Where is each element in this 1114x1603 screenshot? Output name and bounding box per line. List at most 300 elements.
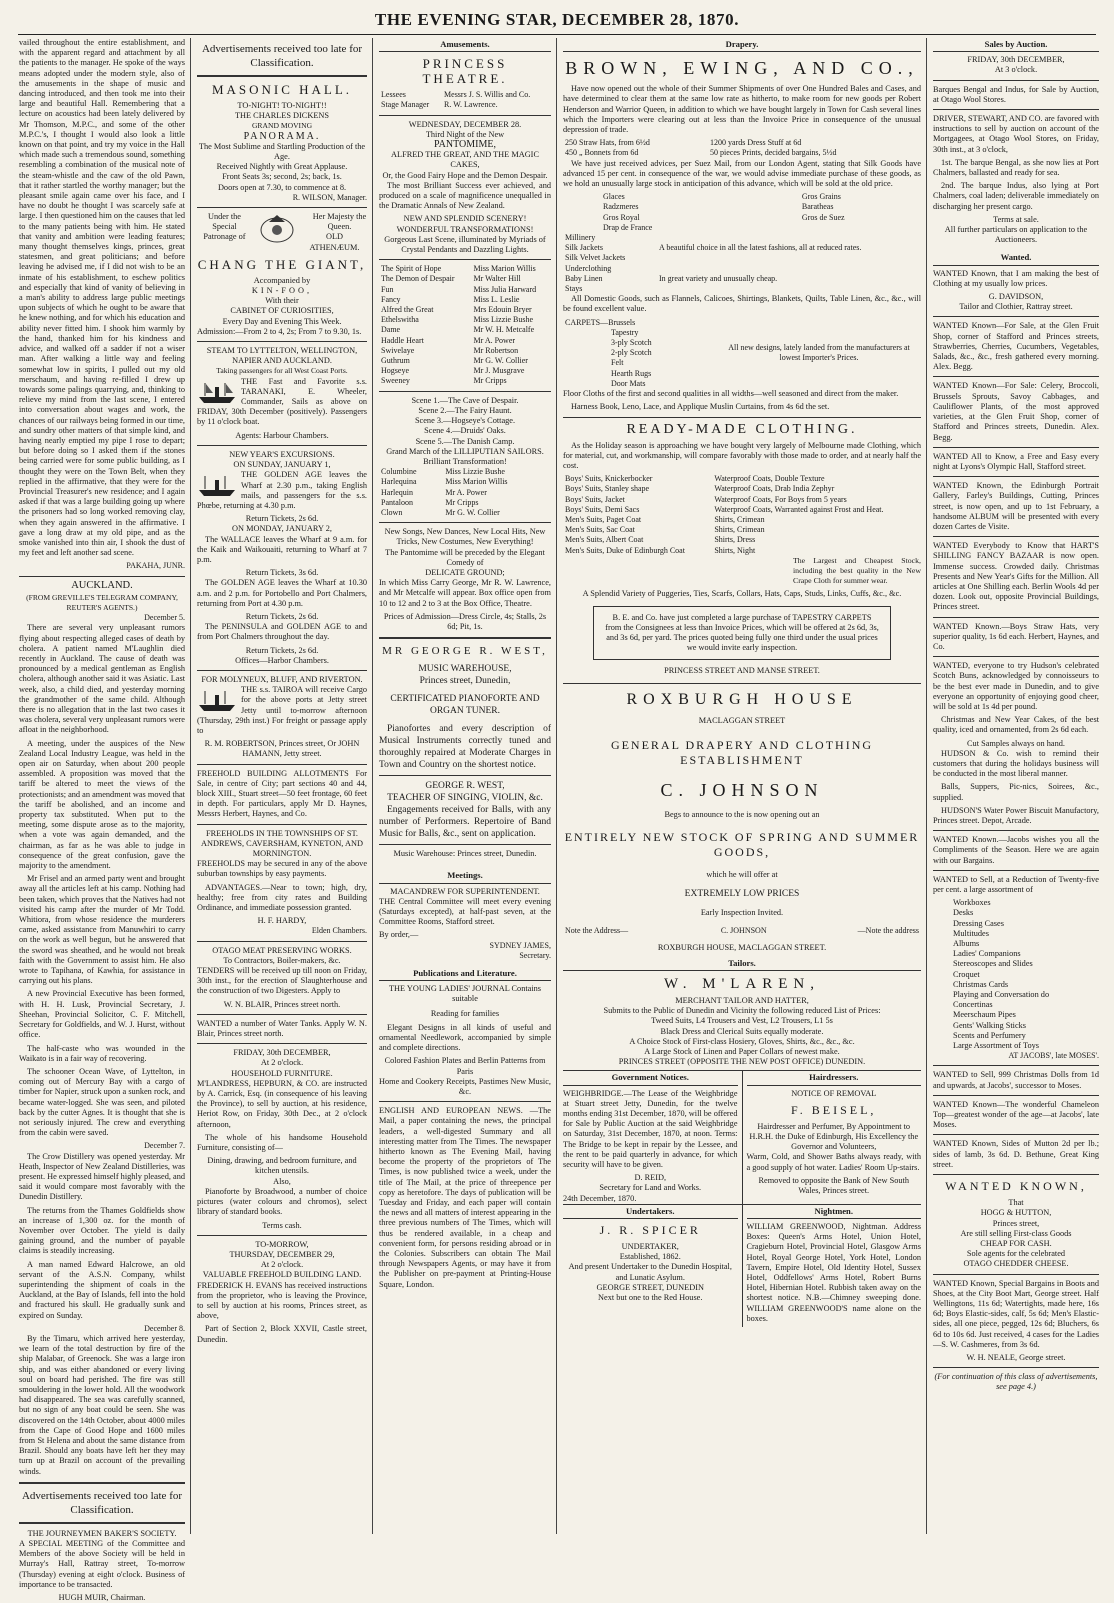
jacobs-2: WANTED to Sell, at a Reduction of Twenty-five per cent. a large assortment of: [933, 874, 1099, 895]
music-wh-2: Music Warehouse: Princes street, Dunedin.: [393, 849, 537, 859]
hats-right: 1200 yards Dress Stuff at 6d: [710, 138, 802, 148]
shirts-note: The Largest and Cheapest Stock, including the best quality in the New Crape Cloth for summer wear.: [793, 555, 921, 586]
divider: [197, 1235, 367, 1236]
actor: Mrs Edouin Bryer: [473, 305, 532, 315]
role: Harlequin: [381, 487, 413, 497]
steam-heading: STEAM TO LYTTELTON, WELLINGTON, NAPIER AND AUCKLAND.: [206, 346, 358, 366]
holiday: As the Holiday season is approaching we have bought very largely of Melbourne made Clothing, which for material, cut, and workmanship, will compare favorably with those made to order, and at nearly half the cost.: [563, 440, 921, 470]
princes-street: Princes street,: [992, 1218, 1040, 1228]
roxburgh-title: ROXBURGH HOUSE: [626, 690, 858, 708]
george-st: GEORGE STREET, DUNEDIN: [596, 1282, 704, 1292]
actor: Miss Lizzie Bushe: [445, 467, 505, 477]
greenwood: WILLIAM GREENWOOD, Nightman. Address Boxes: Queen's Arms Hotel, Union Hotel, Cragieburn Hotel, Provincial Hotel, Glasgow Arms Hotel, Royal George Hotel, York Hotel, London Tavern, Empire Hotel, Old Identity Hotel, Sussex Hotel, Oddfellows' Arms Hotel, Robert Burns Hotel, Hibernian Hotel. Rubbish taken away on the shortest notice. N.B.—Chimney sweeping done. WILLIAM GREENWOOD'S name alone on the boxes.: [746, 1222, 921, 1323]
lessees-value: Messrs J. S. Willis and Co.: [444, 90, 531, 100]
role: Harlequina: [381, 477, 417, 487]
maclaggan: MACLAGGAN STREET: [698, 715, 786, 725]
wanted-ad: WANTED Known, the Edinburgh Portrait Gallery, Farley's Buildings, Cutting, Princes street, is now open, and up to 1st February, a handsome ALBUM will be presented with every dozen Cartes de Visite.: [933, 481, 1099, 531]
actor: Mr A. Power: [473, 335, 516, 345]
news-paragraph: The schooner Ocean Wave, of Lyttelton, in coming out of Mercury Bay with a cargo of timber for Napier, struck upon a sunken rock, and became water-logged. She was seen, and piloted back by the cutter Agnes. It is thought that she is not seriously injured. The crew and everything from the cabin were saved.: [19, 1066, 185, 1138]
divider: [19, 576, 185, 577]
masonic-title: MASONIC HALL.: [211, 82, 353, 97]
role: Haddle Heart: [381, 335, 424, 345]
peninsula: The PENINSULA and GOLDEN AGE to and from Port Chalmers throughout the day.: [197, 622, 367, 642]
divider: [933, 316, 1099, 317]
doors: Doors open at 7.30, to commence at 8.: [217, 182, 347, 192]
divider: [933, 617, 1099, 618]
divider: [379, 259, 551, 260]
silk-item: Gros de Suez: [801, 212, 845, 222]
note-address: [563, 926, 921, 936]
wanted-ad: WANTED Known—For Sale, at the Glen Fruit Shop, corner of Stafford and Princes streets, Strawberries, Cherries, Cucumbers, Vegetables, Salads, &c., &c., fresh gathered every morning. Alex. Begg.: [933, 321, 1099, 372]
mlandress: M'LANDRESS, HEPBURN, & CO. are instructed by A. Carrick, Esq. (in consequence of his leaving the Province), to sell by auction, at his residence, Heriot Row, on Friday, 30th Dec., at 2 o'clock afternoon,: [197, 1078, 367, 1129]
spicer: J. R. SPICER: [599, 1223, 701, 1238]
taranaki: THE Fast and Favorite s.s. TARANAKI, E. Wheeler, Commander, Sails as above on FRIDAY, 30th December (positively). Passengers by 11 o'clock boat.: [197, 376, 367, 427]
tenders: TENDERS will be received up till noon on Friday, 30th inst., for the erection of Slaughterhouse and the construction of two Digesters. Apply to: [197, 966, 367, 996]
wallace: The WALLACE leaves the Wharf at 9 a.m. for the Kaik and Waikouaiti, returning to Wharf at 7 p.m.: [197, 534, 367, 564]
actor: Mr Cripps: [473, 376, 507, 386]
assort-item: Scents and Perfumery: [953, 1030, 1026, 1040]
part: Part of Section 2, Block XXVII, Castle street, Dunedin.: [197, 1324, 367, 1344]
received: Received Nightly with Great Applause.: [216, 162, 348, 172]
role: Dame: [381, 325, 401, 335]
terms-sale: Terms at sale.: [993, 214, 1039, 224]
accompanied: Accompanied by: [253, 275, 311, 285]
cast-list: [379, 264, 551, 386]
reid: D. REID,: [634, 1173, 667, 1183]
dining: Dining, drawing, and bedroom furniture, and kitchen utensils.: [207, 1156, 357, 1176]
news-paragraph: Mr Frisel and an armed party went and brought away all the articles left at his camp. Nothing had been taken, which proves that the Natives had not visited his camp after the murder of Mr Todd. Whitiora, from whose residence the murderers came, asked assistance from Manuwhiri to carry on the work as well begun, but he answered that the sword was sheathed, and he would not break faith with the Government to assist him. He also wrote to Tapihana, of Kawhia, for assistance in carrying out his plans.: [19, 874, 185, 986]
freeholds-text: FREEHOLDS may be secured in any of the above suburban townships by easy payments.: [197, 859, 367, 879]
divider: [933, 870, 1099, 871]
actor: Miss Marion Willis: [473, 264, 536, 274]
suit-item: Men's Suits, Sac Coat: [565, 525, 635, 535]
panorama-desc: The Most Sublime and Startling Production of the Age.: [198, 141, 366, 162]
davidson-title: Tailor and Clothier, Rattray street.: [959, 302, 1073, 312]
return-tickets: Return Tickets, 3s 6d.: [245, 568, 319, 578]
role: Fun: [381, 284, 394, 294]
wanted-known-title: WANTED KNOWN,: [945, 1179, 1087, 1194]
drapery-header: Drapery.: [563, 38, 921, 52]
warm: Warm, Cold, and Shower Baths always ready, with a good supply of hot water. Ladies' Room Up-stairs.: [746, 1152, 921, 1172]
hair-header: Hairdressers.: [747, 1071, 922, 1085]
assort-item: Desks: [953, 908, 974, 918]
monday: ON MONDAY, JANUARY 2,: [232, 524, 332, 534]
at-2: At 2 o'clock.: [260, 1058, 304, 1068]
princess-title: PRINCESS THEATRE.: [422, 56, 508, 87]
wanted-tanks: WANTED a number of Water Tanks. Apply W. N. Blair, Princes street north.: [197, 1018, 367, 1039]
grand-moving: GRAND MOVING: [251, 121, 313, 131]
stage-label: Stage Manager: [381, 100, 430, 110]
news-paragraph: The Crow Distillery was opened yesterday. Mr Heath, Inspector of New Zealand Distilleries, was present. He expressed himself highly pleased, and said it would compare most favorably with the Dunedin Distillery.: [19, 1151, 185, 1202]
elden: Elden Chambers.: [311, 926, 367, 936]
dolls: WANTED to Sell, 999 Christmas Dolls from 1d and upwards, at Jacobs', successor to Moses.: [933, 1070, 1099, 1090]
divider: [379, 844, 551, 845]
every-day: Every Day and Evening This Week.: [222, 316, 342, 326]
under-note: In great variety and unusually cheap.: [659, 273, 778, 283]
secretary: Secretary.: [519, 950, 551, 960]
role: Clown: [381, 507, 403, 517]
undertaker: UNDERTAKER,: [621, 1242, 679, 1252]
theatre-staff: [379, 90, 551, 110]
column-2: [192, 38, 372, 1534]
role: Hogseye: [381, 366, 409, 376]
silk-item: Gros Grains: [801, 192, 841, 202]
divider: [379, 1101, 551, 1102]
offices: Offices—Harbor Chambers.: [235, 655, 329, 665]
friday: FRIDAY, 30th DECEMBER,: [233, 1048, 331, 1058]
otago-heading: OTAGO MEAT PRESERVING WORKS.: [212, 945, 352, 955]
hats-right: 50 pieces Prints, decided bargains, 5½d: [710, 148, 837, 158]
divider: [563, 683, 921, 684]
friday: FRIDAY, 30th DECEMBER,: [967, 55, 1065, 65]
actor: Miss Lizzie Bushe: [473, 315, 534, 325]
news-paragraph: A new Provincial Executive has been formed, with H. H. Lusk, Provincial Secretary, J. Sheehan, Provincial Solicitor, C. F. Mitchell, Secretary for Goldfields, and W. J. Hurst, without office.: [19, 989, 185, 1040]
auckland-heading: AUCKLAND.: [71, 579, 133, 591]
suit-item: Boys' Suits, Jacket: [565, 494, 625, 504]
role: Columbine: [381, 467, 417, 477]
column-rule: [556, 38, 557, 1534]
govt-header: Government Notices.: [563, 1071, 738, 1085]
column-5: [928, 38, 1104, 1534]
weighbridge: WEIGHBRIDGE.—The Lease of the Weighbridge at Stuart street Jetty, Dunedin, for the twelve months ending 31st December, 1870, will be offered for Sale by Public Auction at the said Weighbridge on Saturday, 31st December, 1870, at noon. Terms: The Bridge to be kept in repair by the Lessee, and the rent to be paid quarterly in advance, for which security will have to be given.: [563, 1088, 738, 1170]
column-1: [14, 38, 190, 1603]
under-item: Stays: [565, 284, 583, 294]
divider: [197, 75, 367, 77]
divider: [933, 109, 1099, 110]
young-ladies: THE YOUNG LADIES' JOURNAL Contains suitable: [388, 984, 542, 1004]
grand-march: Grand March of the LILLIPUTIAN SAILORS.: [386, 446, 544, 456]
role: Alfred the Great: [381, 305, 434, 315]
chang-title: CHANG THE GIANT,: [197, 256, 367, 272]
assort-item: Workboxes: [953, 898, 991, 908]
hats-left: 250 Straw Hats, from 6½d: [565, 138, 650, 148]
blair: W. N. BLAIR, Princes street north.: [223, 999, 341, 1009]
kin-foo: KIN-FOO,: [251, 286, 313, 296]
divider: [379, 115, 551, 116]
news-paragraph: There are several very unpleasant rumors flying about respecting alleged cases of death by cholera. A patient named M'Laughlin died recently in Auckland. The cause of death was pronounced by a medical gentleman as English cholera, although another said it was Asiatic. Last week, also, a child died, and yesterday morning the grandmother of the same child. Although there is no allegation that in the last two cases it was cholera, several very unpleasant rumors were afloat in the neighborhood.: [19, 623, 185, 735]
dickens: THE CHARLES DICKENS: [234, 111, 330, 121]
divider: [19, 1522, 185, 1524]
alfred: ALFRED THE GREAT, AND THE MAGIC CAKES,: [391, 150, 539, 170]
barques: Barques Bengal and Indus, for Sale by Auction, at Otago Wool Stores.: [933, 84, 1099, 104]
silk-item: Baratheas: [801, 202, 834, 212]
preceded: The Pantomime will be preceded by the Elegant Comedy of: [385, 547, 545, 567]
divider: [933, 536, 1099, 537]
silk-item: Gros Royal: [603, 212, 640, 222]
with-their: With their: [265, 296, 299, 306]
assort-item: Gents' Walking Sticks: [953, 1020, 1027, 1030]
silk-item: Glaces: [603, 192, 625, 202]
mill-item: Millinery: [565, 233, 596, 243]
mutton: WANTED Known, Sides of Mutton 2d per lb.; sides of lamb, 3s 6d. D. Bethune, Great King street.: [933, 1139, 1099, 1169]
hogg-hutton: HOGG & HUTTON,: [980, 1208, 1052, 1218]
masthead: THE EVENING STAR, DECEMBER 28, 1870.: [374, 10, 740, 29]
divider: [933, 376, 1099, 377]
sole: Sole agents for the celebrated: [966, 1249, 1066, 1259]
readymade-title: READY-MADE CLOTHING.: [626, 421, 858, 437]
publications-header: Publications and Literature.: [379, 967, 551, 981]
column-4: [558, 38, 926, 1534]
brown-ewing-title: BROWN, EWING, AND CO.,: [565, 58, 919, 79]
engagements: Engagements received for Balls, with any number of Performers. Repertoire of Band Music for Balls, &c., sent on application.: [379, 805, 551, 840]
are-still: Are still selling First-class Goods: [960, 1228, 1072, 1238]
mlaren-title: W. M'LAREN,: [663, 975, 821, 992]
hudson-6: HUDSON'S Water Power Biscuit Manufactory, Princes street. Depot, Arcade.: [933, 805, 1099, 825]
divider: [19, 1482, 185, 1484]
news-paragraph: By the Timaru, which arrived here yesterday, we learn of the total destruction by fire of the ship Malabar, of Greenock. She was a large iron ship, and was either abandoned or every living soul on board had perished. The fire was still smouldering in the lower hold. All the woodwork had disappeared. The sea was carefully scanned, but no sign of any boat could be seen. She was discovered on the 14th October, about 4000 miles from the Cape of Good Hope and 1600 miles from St Helena and about the same distance from Brazil. Should any boats have left her they may turn up at Brazil on account of the prevailing winds.: [19, 1333, 185, 1476]
divider: [933, 1367, 1099, 1368]
tairoa: THE s.s. TAIROA will receive Cargo for the above ports at Jetty street Jetty until to-morrow afternoon (Thursday, 29th inst.) For freight or passage apply to: [197, 685, 367, 735]
extremely: EXTREMELY LOW PRICES: [684, 889, 800, 900]
hudson-5: Balls, Suppers, Pic-nics, Soirees, &c., supplied.: [933, 782, 1099, 802]
submits: Submits to the Public of Dunedin and Vicinity the following reduced List of Prices:: [603, 1006, 881, 1016]
panorama: PANORAMA.: [243, 130, 321, 142]
domestic: All Domestic Goods, such as Flannels, Calicoes, Shirtings, Blankets, Quilts, Table Linen, &c., &c., will be found excellent value.: [563, 294, 921, 314]
undertakers-header: Undertakers.: [563, 1205, 738, 1219]
masthead-rule: [18, 34, 1096, 35]
late-ads-band: Advertisements received too late for Classification.: [201, 43, 363, 69]
floor: Floor Cloths of the first and second qualities in all widths—well seasoned and direct from the maker.: [563, 389, 899, 399]
carpet-item: Felt: [611, 358, 624, 368]
amusements-header: Amusements.: [379, 38, 551, 52]
essay-signature: PAKAHA, JUNR.: [126, 561, 185, 571]
assortment-list: [933, 898, 1099, 1051]
that: That: [1008, 1198, 1024, 1208]
assort-item: Playing and Conversation do: [953, 990, 1050, 1000]
thursday: THURSDAY, DECEMBER 29,: [229, 1249, 335, 1259]
scene: Scene 2.—The Fairy Haunt.: [418, 405, 512, 415]
prices: Prices of Admission—Dress Circle, 4s; Stalls, 2s 6d; Pit, 1s.: [383, 611, 547, 631]
notice-removal: NOTICE OF REMOVAL: [791, 1088, 877, 1098]
golden-age: THE GOLDEN AGE leaves the Wharf at 2.30 p.m., taking English mails, and passengers for the s.s. Phœbe, returning at 4.30 p.m.: [197, 470, 367, 510]
new-scenery: NEW AND SPLENDID SCENERY!: [403, 214, 527, 224]
assort-item: Multitudes: [953, 928, 989, 938]
coat-item: Waterproof Coats, Warranted against Frost and Heat.: [714, 504, 884, 514]
hudson-1: WANTED, everyone to try Hudson's celebrated Scotch Buns, acknowledged by connoisseurs to be the best ever made in Dunedin, and to give everyone an opportunity of enjoying good cheer, will be sold at 1s 4d per pound.: [933, 661, 1099, 711]
continuation: (For continuation of this class of advertisements, see page 4.): [934, 1372, 1098, 1392]
tapestry-box: [593, 606, 891, 661]
divider: [933, 476, 1099, 477]
brilliant: The most Brilliant Success ever achieved, and produced on a scale of magnificence unequalled in the Dramatic Annals of New Zealand.: [379, 180, 551, 211]
coat-item: Waterproof Coats, For Boys from 5 years: [714, 494, 847, 504]
black: Black Dress and Clerical Suits equally moderate.: [660, 1026, 824, 1036]
molyneux-heading: FOR MOLYNEUX, BLUFF, AND RIVERTON.: [201, 674, 363, 684]
shirt-item: Shirts, Crimean: [714, 525, 765, 535]
golden-age-2: The GOLDEN AGE leaves the Wharf at 10.30 a.m. and 2 p.m. for Portobello and Port Chalmers, returning from Port at 4.30 p.m.: [197, 578, 367, 608]
front-seats: Front Seats 3s; second, 2s; back, 1s.: [222, 172, 342, 182]
reid-title: Secretary for Land and Works.: [599, 1183, 702, 1193]
carpet-item: 3-ply Scotch: [611, 338, 652, 348]
scene: Scene 1.—The Cave of Despair.: [411, 395, 519, 405]
tweed: Tweed Suits, L4 Trousers and Vest, L2 Trousers, L1 5s: [651, 1016, 833, 1026]
further: All further particulars on application to the Auctioneers.: [944, 225, 1088, 245]
divider: [933, 1174, 1099, 1175]
divider: [933, 1065, 1099, 1066]
return-tickets: Return Tickets, 2s 6d.: [245, 514, 319, 524]
removed: Removed to opposite the Bank of New South Wales, Princes street.: [758, 1175, 909, 1196]
princes-opp: PRINCES STREET (OPPOSITE THE NEW POST OFFICE) DUNEDIN.: [618, 1057, 866, 1067]
sunday: ON SUNDAY, JANUARY 1,: [233, 460, 331, 470]
english-news: ENGLISH AND EUROPEAN NEWS. —The Mail, a paper containing the news, the principal leaders, a well-digested Summary and all interesting matter from The Times. The newspaper hitherto known as The Evening Mail, having become the property of the proprietors of The Times, is now published twice a week, under the title of The Mail, at the price of threepence per copy as heretofore. The days of publication will be Tuesday and Friday, and each paper will contain the news and all matters of interest appearing in the three previous numbers of The Times, which will thus be rendered available, in a cheap and convenient form, for persons residing abroad or in the Colonies. Subscribers can obtain The Mail through Newspapers Agents, or may have it from the Publisher on pre-payment at Printing-House Square, London.: [379, 1106, 551, 1289]
actor: Mr G. W. Collier: [445, 507, 500, 517]
actor: Mr A. Power: [445, 487, 487, 497]
silk-item: Drap de France: [603, 222, 653, 232]
assort-item: Croquet: [953, 969, 980, 979]
cjohnson-title: C. JOHNSON: [660, 779, 824, 800]
scene: Scene 4.—Druids' Oaks.: [424, 426, 506, 436]
mill-note: A beautiful choice in all the latest fashions, all at reduced rates.: [659, 243, 862, 253]
divider: [197, 1043, 367, 1044]
shirt-item: Shirts, Dress: [714, 535, 756, 545]
scene: Scene 5.—The Danish Camp.: [415, 436, 515, 446]
news-paragraph: The half-caste who was wounded in the Waikato is in a fair way of recovering.: [19, 1043, 185, 1063]
tonight: TO-NIGHT! TO-NIGHT!!: [237, 101, 327, 110]
jacobs-1: WANTED Known.—Jacobs wishes you all the Compliments of the Season. Here we are again with our Bargains.: [933, 835, 1099, 865]
divider: [197, 207, 367, 208]
hudson-3: Cut Samples always on hand.: [967, 738, 1065, 748]
third-night: Third Night of the New: [425, 129, 505, 139]
beisel-text: Hairdresser and Perfumer, By Appointment to H.R.H. the Duke of Edinburgh, His Excellency the Governor and Volunteers,: [749, 1121, 919, 1152]
general-title: GENERAL DRAPERY AND CLOTHING ESTABLISHMENT: [610, 737, 874, 767]
shirt-item: Shirts, Night: [714, 545, 756, 555]
actor: Miss Marion Willis: [445, 477, 508, 487]
suits-table: [563, 474, 921, 556]
sydney: SYDNEY JAMES,: [489, 940, 551, 950]
wanted-header: Wanted.: [933, 251, 1099, 265]
tailors-header: Tailors.: [563, 957, 921, 971]
entirely-title: ENTIRELY NEW STOCK OF SPRING AND SUMMER GOODS,: [564, 829, 920, 859]
choice: A Choice Stock of First-class Hosiery, Gloves, Shirts, &c., &c., &c.: [629, 1036, 855, 1046]
freehold-allotments: FREEHOLD BUILDING ALLOTMENTS For Sale, in centre of City; part sections 40 and 44, block XIII., Stuart street—50 feet frontage, 60 feet in depth. For particulars, apply Mr D. Haynes, Messrs Herbert, Haynes, and Co.: [197, 768, 367, 819]
bakers-heading: THE JOURNEYMEN BAKER'S SOCIETY.: [27, 1528, 177, 1538]
suit-item: Boys' Suits, Stanley shape: [565, 484, 650, 494]
mill-item: Silk Jackets: [565, 243, 603, 253]
gorgeous: Gorgeous Last Scene, illuminated by Myriads of Crystal Pendants and Dazzling Lights.: [384, 234, 546, 255]
return-tickets: Return Tickets, 2s 6d.: [245, 611, 319, 621]
carpet-item: Door Mats: [611, 378, 646, 388]
dateline: December 8.: [144, 1323, 185, 1333]
role: Sweeney: [381, 376, 410, 386]
lessees-label: Lessees: [381, 90, 406, 100]
carpet-item: Tapestry: [611, 327, 639, 337]
actor: Mr G. W. Collier: [473, 356, 528, 366]
millinery-table: [563, 233, 921, 294]
cheap: CHEAP FOR CASH.: [980, 1238, 1052, 1248]
role: Guthrum: [381, 356, 410, 366]
advantages: ADVANTAGES.—Near to town; high, dry, healthy; free from city rates and Building Ordinance, and immediate possession granted.: [197, 882, 367, 913]
barque-2: 2nd. The barque Indus, also lying at Port Chalmers, coal laden; deliverable immediately on discharging her present cargo.: [933, 181, 1099, 211]
rox-address: ROXBURGH HOUSE, MACLAGGAN STREET.: [657, 942, 827, 952]
carpet-item: CARPETS—Brussels: [565, 317, 636, 327]
carpets-table: [563, 318, 921, 389]
assort-item: Concertinas: [953, 1000, 993, 1010]
divider: [933, 1134, 1099, 1135]
divider: [933, 80, 1099, 81]
harlequinade-cast: [379, 467, 551, 518]
assort-item: Dressing Cases: [953, 918, 1004, 928]
west-2: GEORGE R. WEST,: [425, 781, 505, 792]
west-name: MR GEORGE R. WEST,: [382, 645, 548, 658]
actor: Mr Walter Hill: [473, 274, 521, 284]
role: The Demon of Despair: [381, 274, 455, 284]
coat-item: Waterproof Coats, Double Texture: [714, 474, 825, 484]
freeholds-heading: FREEHOLDS IN THE TOWNSHIPS OF ST. ANDREWS, CAVERSHAM, KYNETON, AND MORNINGTON.: [201, 828, 363, 858]
splendid: A Splendid Variety of Puggeries, Ties, Scarfs, Collars, Hats, Caps, Studs, Links, Cuffs, &c., &c.: [582, 589, 902, 599]
wanted-ad: WANTED Known—For Sale: Celery, Broccoli, Brussels Sprouts, Savoy Cabbages, and Cauliflower Plants, of the most approved varieties, at the Glen Fruit Shop, corner of Stafford and Princes streets, Dunedin. Alex. Begg.: [933, 381, 1099, 442]
actor: Mr Robertson: [473, 345, 519, 355]
essay-text: vailed throughout the entire establishment, and with the apparent regard and attachment by all the patients to the manager. He spoke of the ways means adopted under the modern style, also of the amusements in the shape of music and dancing introduced, and then took me into their large and beautiful Hall. Remembering that a lecture on acoustics had been lately delivered by Mr Thomson, M.P.C., and some of the other M.P.C.'s, I thought I would also look a little known on that point, and try my voice in the Hall which made such a tremendous sound, something resembling a combination of the musical note of the steam-whistle and the caw of the old Pawn, that it rather startled the worthy manager; but the pleasant smile again came over his face, and I have no doubt he thought I was scarcely safe at large. I then questioned him on the causes that led to the many patients being with him. He stated that vanity and ambition were leading features; many thought themselves kings, princes, great statesmen, and great politicians; and before leaving he advised me, if I did not wish to be an inmate of his establishment, to eschew politics and especially that kind of vanity of believing in a man's ability to address large public meetings upon subjects of which he ought to be aware that he knew nothing, and for which his education and ability never fitted him. I shook him warmly by the hand, thanked him for his kindness and advice, and walked off a sadder if not a wiser man. After walking a little way and feeling somewhat low in spirits, I pulled out my old merschaum, and having re-filled I drew up towards some palings quarrying, and, thinking to relieve my mind from the last scene, I entered into conversation about wages and work, the chances of our railways being formed in our time, and sundry other matters of that simple kind, and having nearly emptied my pipe I rose to depart; but before doing so I asked them if the stones being carried were for some public building, as I thought they were on the Town Belt, when they replied in the affirmative, that they were for the Provincial Treasurer's new residence; and I again asked if that was a large building going up where the prisoners had so long worked removing clay, when they again answered in the affirmative. I gave a long draw at my old pipe, and as the smoke vanished into thin air, I shook the dust of my feet and left another sad scene.: [19, 38, 185, 558]
govt-section: [563, 1071, 743, 1203]
steam-sub: Taking passengers for all West Coast Ports.: [216, 366, 348, 376]
silks-table: [563, 192, 921, 233]
central: THE Central Committee will meet every evening (Saturdays excepted), at half-past seven, at the Committee Rooms, Stafford street.: [379, 896, 551, 927]
wilson: R. WILSON, Manager.: [292, 192, 367, 202]
wanted-ad: WANTED Known.—Boys Straw Hats, very superior quality, 1s 6d each. Herbert, Haynes, and Co.: [933, 621, 1099, 651]
note-left: Note the Address—: [565, 926, 629, 936]
assort-item: Ladies' Companions: [953, 949, 1021, 959]
role: Ethelswitha: [381, 315, 419, 325]
assort-item: Meerschaum Pipes: [953, 1010, 1016, 1020]
brilliant-trans: Brilliant Transformation!: [423, 456, 507, 466]
new-year-heading: NEW YEAR'S EXCURSIONS.: [229, 449, 335, 459]
music-warehouse: MUSIC WAREHOUSE,: [418, 664, 512, 675]
elegant: Elegant Designs in all kinds of useful and ornamental Needlework, accompanied by simple and complete directions.: [379, 1022, 551, 1053]
assort-item: Large Assortment of Toys: [953, 1041, 1039, 1051]
begs: Begs to announce to the is now opening out an: [664, 809, 820, 819]
suit-item: Men's Suits, Paget Coat: [565, 514, 642, 524]
beisel-title: F. BEISEL,: [791, 1102, 877, 1117]
athenaeum: OLD ATHENÆUM.: [309, 232, 360, 252]
by-order: By order,—: [379, 930, 419, 940]
steamship-icon: [197, 687, 237, 713]
late-ads-band: Advertisements received too late for Classification.: [21, 1489, 183, 1516]
cheddar: OTAGO CHEDDER CHEESE.: [963, 1259, 1069, 1269]
wonderful: WONDERFUL TRANSFORMATIONS!: [396, 224, 534, 234]
early: Early Inspection Invited.: [700, 908, 784, 918]
colored: Colored Fashion Plates and Berlin Patterns from Paris: [384, 1056, 546, 1076]
wanted-ad: WANTED Everybody to Know that HART'S SHILLING FANCY BAZAAR is now open. Immense success. Crowded daily. Christmas Presents and New Year's Gifts for the Million. All articles at One Shilling each. Berlin Wools 4d per dozen. Look out, opposite Provincial Buildings, Princes street.: [933, 541, 1099, 612]
linen: A Large Stock of Linen and Paper Collars of newest make.: [644, 1047, 840, 1056]
terms: Terms cash.: [262, 1220, 302, 1230]
note-right: —Note the address: [857, 926, 919, 936]
wanted-ad: WANTED Known, that I am making the best of Clothing at my usually low prices.: [933, 268, 1099, 288]
tomorrow: TO-MORROW,: [255, 1239, 309, 1249]
actor: Miss Julia Harward: [473, 284, 537, 294]
davidson: G. DAVIDSON,: [988, 292, 1044, 302]
role: Swivelaye: [381, 345, 415, 355]
delicate: DELICATE GROUND;: [425, 567, 505, 577]
silk-item: Radzmeres: [603, 202, 639, 212]
chameleon: WANTED Known—The wonderful Chameleon Top—greatest wonder of the age—at Jacobs', late Moses.: [933, 1099, 1099, 1130]
hats-left: 450 „ Bonnets from 6d: [565, 148, 639, 158]
admission: Admission:—From 2 to 4, 2s; From 7 to 9.30, 1s.: [197, 326, 362, 336]
wednesday: WEDNESDAY, DECEMBER 28.: [408, 119, 522, 129]
macandrew: MACANDREW FOR SUPERINTENDENT.: [390, 886, 540, 896]
news-paragraph: A meeting, under the auspices of the New Zealand Local Industry League, was held in the open air on Saturday, when about 200 people assembled. A proposition was moved that the tariff be altered to meet the views of the protectionists; and an amendment was moved that the tariff be abolished, and an income and property tax substituted. When put to the meeting, some dispute arose as to the majority, when a vote was again demanded, and the chairman, as far as he was able to judge in consequence of the great confusion, gave the majority to the amendment.: [19, 738, 185, 871]
hudson-2: Christmas and New Year Cakes, of the best quality, iced and ornamented, from 2s 6d each.: [933, 715, 1099, 735]
household: HOUSEHOLD FURNITURE.: [231, 1068, 333, 1078]
nightmen-header: Nightmen.: [747, 1205, 922, 1219]
at-2b: At 2 o'clock.: [260, 1260, 304, 1270]
princes-st: Princes street, Dunedin,: [419, 676, 511, 687]
actor: Mr W. H. Metcalfe: [473, 325, 535, 335]
divider: [563, 417, 921, 418]
certificated: CERTIFICATED PIANOFORTE AND ORGAN TUNER.: [390, 694, 540, 717]
divider: [197, 1014, 367, 1015]
suez: We have just received advices, per Suez Mail, from our London Agent, stating that Silk Goods have advanced 15 per cent. in consequence of the war, we would advise immediate purchase of these goods, as we hold an unusually large stock in anticipation of this advance, which will be sold at the old price.: [563, 158, 921, 189]
valuable: VALUABLE FREEHOLD BUILDING LAND.: [202, 1270, 362, 1280]
bottom-row-2: [563, 1204, 921, 1327]
